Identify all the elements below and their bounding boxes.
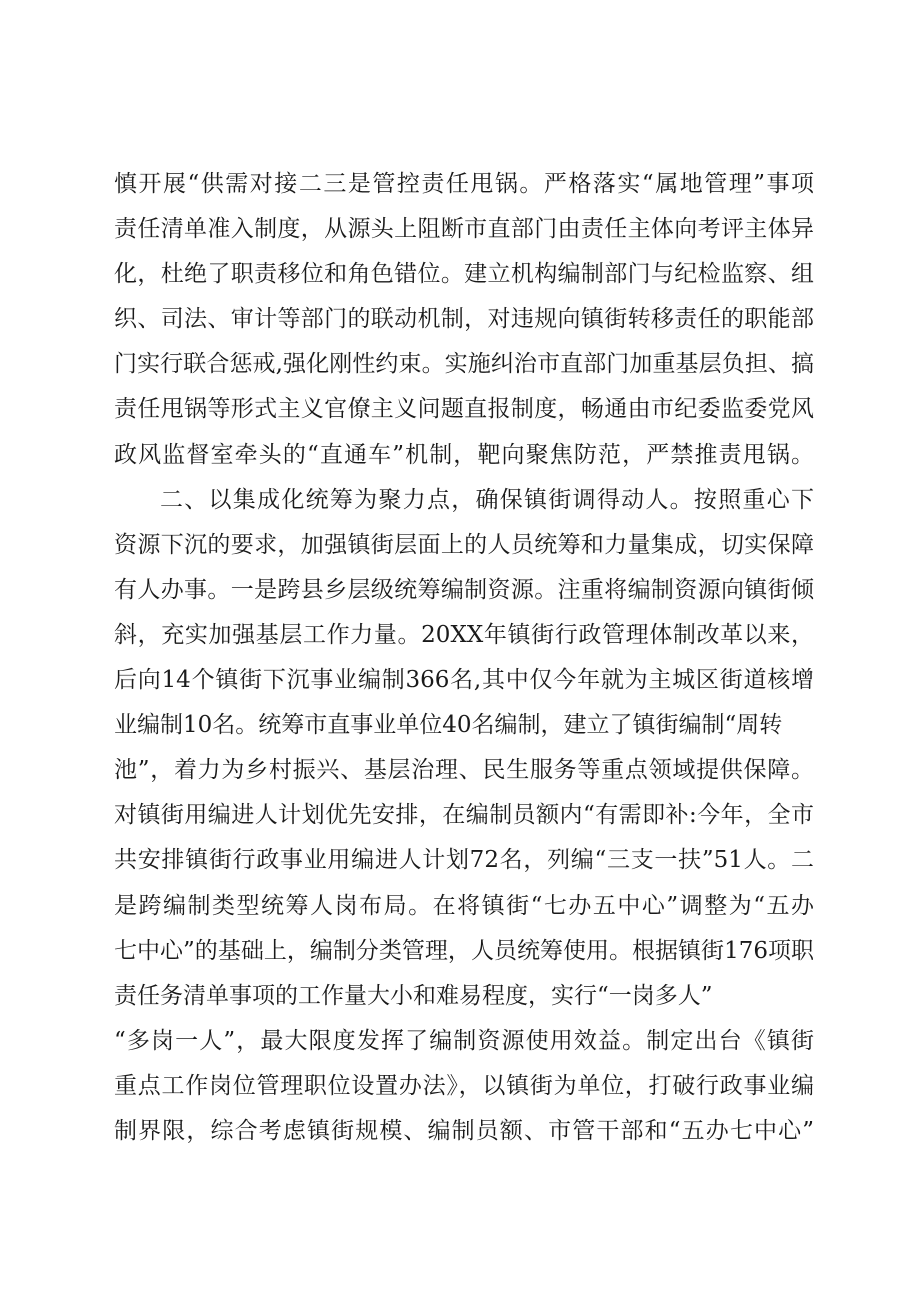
body-text [114, 162, 814, 1154]
text-line: 业编制10名。统筹市直事业单位40名编制，建立了镇街编制“周转 [114, 712, 783, 739]
text-line: 制界限，综合考虑镇街规模、编制员额、市管干部和“五办七中心” [114, 1117, 814, 1144]
text-line: 池”，着力为乡村振兴、基层治理、民生服务等重点领域提供保障。 [114, 757, 814, 784]
text-line: 对镇街用编进人计划优先安排，在编制员额内“有需即补:今年，全市 [114, 802, 814, 829]
text-line: 责任清单准入制度，从源头上阻断市直部门由责任主体向考评主体异 [114, 216, 814, 243]
text-line: 慎开展“供需对接二三是管控责任甩锅。严格落实“属地管理”事项 [114, 171, 814, 197]
text-line: 门实行联合惩戒,强化刚性约束。实施纠治市直部门加重基层负担、搞 [114, 351, 814, 378]
text-line: 后向14个镇街下沉事业编制366名,其中仅今年就为主城区街道核增 [114, 667, 814, 694]
text-line: “多岗一人”，最大限度发挥了编制资源使用效益。制定出台《镇街 [114, 1027, 814, 1054]
text-line: 责任务清单事项的工作量大小和难易程度，实行“一岗多人” [114, 982, 713, 1009]
text-line: 斜，充实加强基层工作力量。20XX年镇街行政管理体制改革以来， [114, 621, 814, 648]
text-line: 政风监督室牵头的“直通车”机制，靶向聚焦防范，严禁推责甩锅。 [114, 441, 814, 468]
text-line: 重点工作岗位管理职位设置办法》，以镇街为单位，打破行政事业编 [114, 1072, 814, 1099]
text-line: 七中心”的基础上，编制分类管理，人员统筹使用。根据镇街176项职 [114, 937, 814, 964]
text-line: 二、以集成化统筹为聚力点，确保镇街调得动人。按照重心下 [160, 486, 814, 513]
text-line: 化，杜绝了职责移位和角色错位。建立机构编制部门与纪检监察、组 [114, 261, 814, 288]
text-line: 有人办事。一是跨县乡层级统筹编制资源。注重将编制资源向镇街倾 [114, 576, 814, 603]
text-line: 是跨编制类型统筹人岗布局。在将镇街“七办五中心”调整为“五办 [114, 892, 814, 919]
text-line: 织、司法、审计等部门的联动机制，对违规向镇街转移责任的职能部 [114, 306, 814, 333]
text-line: 共安排镇街行政事业用编进人计划72名，列编“三支一扶”51人。二 [114, 847, 814, 874]
text-line: 资源下沉的要求，加强镇街层面上的人员统筹和力量集成，切实保障 [114, 531, 814, 558]
text-line: 责任甩锅等形式主义官僚主义问题直报制度，畅通由市纪委监委党风 [114, 396, 814, 423]
